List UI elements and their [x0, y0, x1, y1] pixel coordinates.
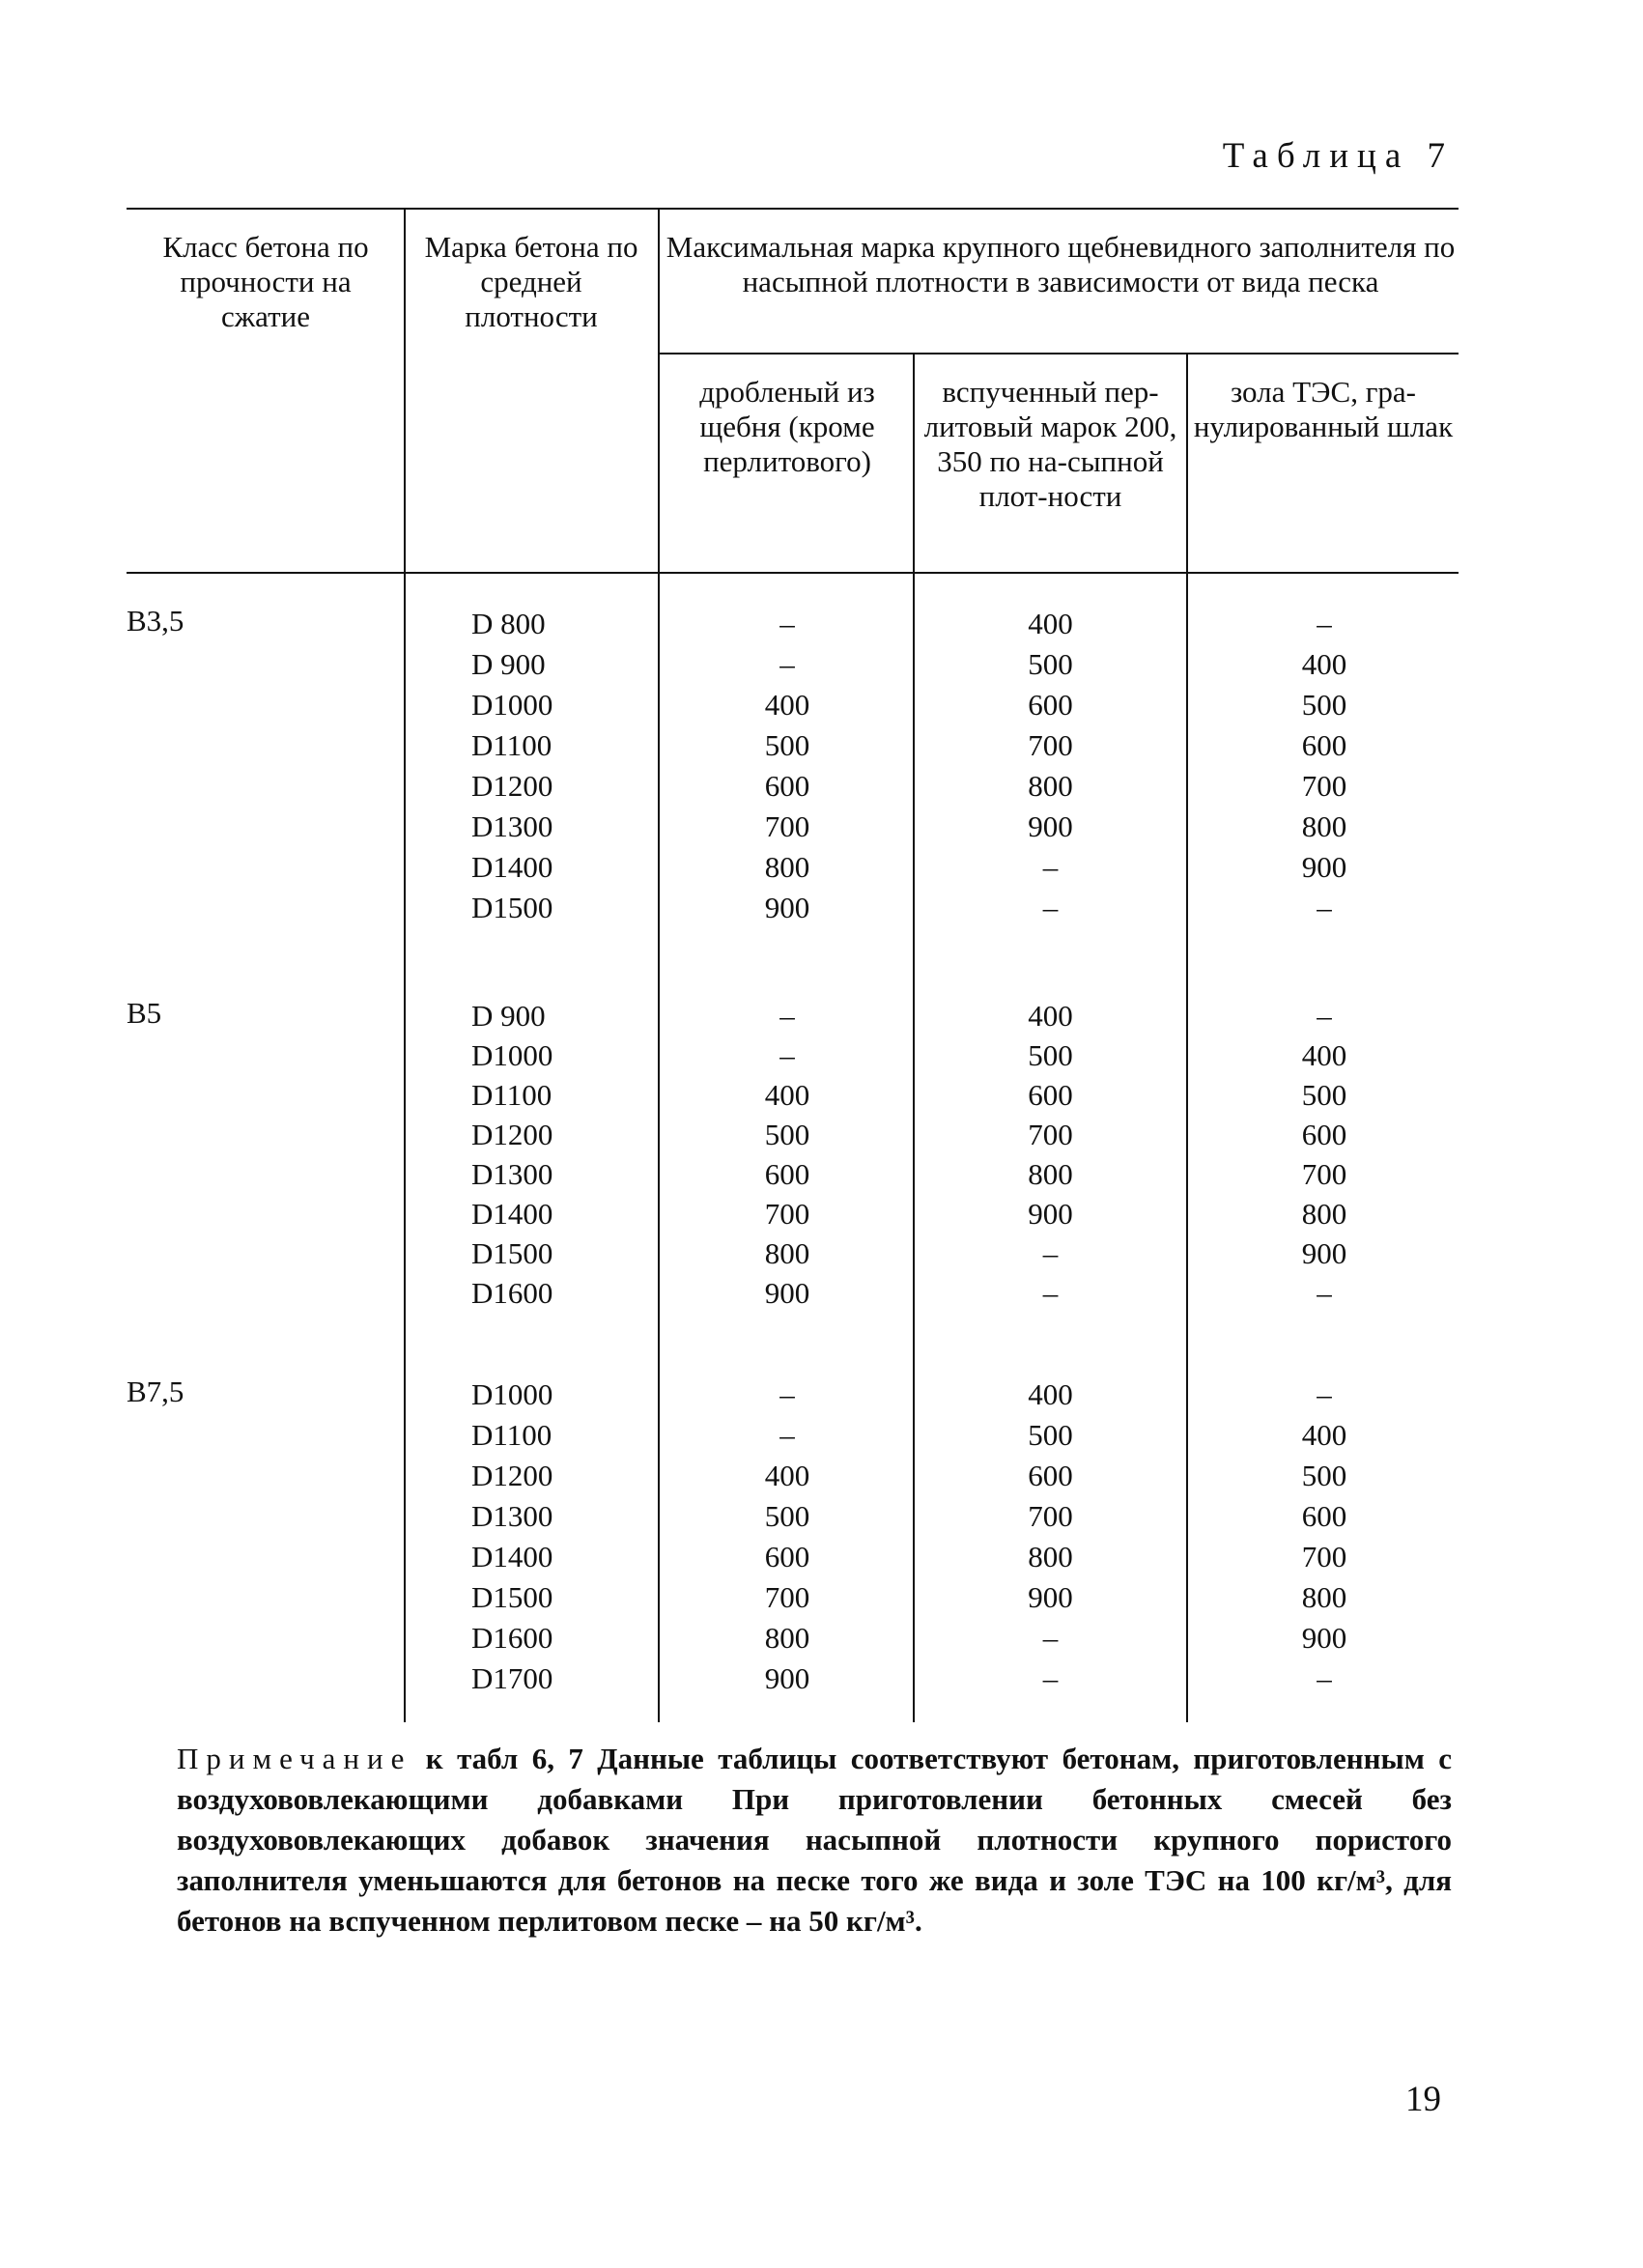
header-sub-ash: зола ТЭС, гра-нулированный шлак [1193, 375, 1454, 443]
ash-cell: 700 [1301, 1157, 1347, 1191]
mark-cell: D1400 [471, 1197, 553, 1231]
mark-cell: D1700 [471, 1661, 553, 1695]
mark-cell: D1200 [471, 769, 553, 803]
ash-cell: 700 [1301, 1540, 1347, 1573]
perlite-cell: 900 [1028, 1580, 1073, 1614]
header-sub-crushed: дробленый из щебня (кроме перлитового) [699, 375, 875, 478]
crushed-cell: 400 [764, 688, 810, 722]
table-top-rule [127, 208, 1459, 210]
perlite-cell: – [1042, 1276, 1059, 1310]
perlite-cell: 400 [1028, 999, 1073, 1033]
column-divider-1 [404, 208, 406, 1722]
crushed-cell: 900 [764, 1276, 810, 1310]
class-label: В5 [127, 996, 162, 1030]
ash-cell: 400 [1301, 1418, 1347, 1452]
ash-cell: 600 [1301, 1118, 1347, 1151]
ash-cell: – [1317, 999, 1332, 1033]
perlite-cell: – [1042, 1236, 1059, 1270]
perlite-cell: 400 [1028, 607, 1073, 640]
ash-cell: – [1317, 607, 1332, 640]
perlite-cell: 500 [1028, 647, 1073, 681]
crushed-cell: – [779, 1418, 795, 1452]
crushed-cell: 800 [764, 850, 810, 884]
crushed-cell: 900 [764, 1661, 810, 1695]
perlite-cell: 500 [1028, 1418, 1073, 1452]
crushed-cell: 600 [764, 1157, 810, 1191]
perlite-cell: – [1042, 891, 1059, 924]
crushed-cell: 800 [764, 1236, 810, 1270]
perlite-cell: 600 [1028, 688, 1073, 722]
note-lead: Примечание [177, 1742, 412, 1775]
mark-cell: D1300 [471, 1499, 553, 1533]
mark-cell: D1100 [471, 1078, 552, 1112]
class-label: В3,5 [127, 604, 184, 638]
mark-cell: D1000 [471, 688, 553, 722]
perlite-cell: 500 [1028, 1038, 1073, 1072]
ash-cell: – [1317, 1377, 1332, 1411]
mark-cell: D1600 [471, 1276, 553, 1310]
crushed-cell: – [779, 999, 795, 1033]
ash-cell: 500 [1301, 1459, 1347, 1492]
table-subheader-rule [660, 353, 1459, 354]
header-sub-perlite: вспученный пер-литовый марок 200, 350 по на-сыпной плот-ности [923, 375, 1177, 513]
perlite-cell: 600 [1028, 1078, 1073, 1112]
crushed-cell: 500 [764, 728, 810, 762]
crushed-cell: – [779, 1038, 795, 1072]
crushed-cell: 500 [764, 1499, 810, 1533]
perlite-cell: – [1042, 850, 1059, 884]
note-text: к табл 6, 7 Данные таблицы соответствуют бетонам, приготовленным с воздухововлекающими добавками При приготовлении бетонных смесей без воздухововлекающих добавок значения насыпной плотности крупного пористого заполнителя уменьшаются для бетонов на песке того же вида и золе ТЭС на 100 кг/м³, для бетонов на вспученном перлитовом песке – на 50 кг/м³. [177, 1742, 1453, 1938]
mark-cell: D1100 [471, 1418, 552, 1452]
crushed-cell: – [779, 607, 795, 640]
crushed-cell: 600 [764, 769, 810, 803]
mark-cell: D1400 [471, 850, 553, 884]
perlite-cell: 400 [1028, 1377, 1073, 1411]
mark-cell: D1000 [471, 1377, 553, 1411]
perlite-cell: 800 [1028, 1157, 1073, 1191]
perlite-cell: – [1042, 1661, 1059, 1695]
table-note [177, 1739, 1452, 1942]
mark-cell: D1000 [471, 1038, 553, 1072]
perlite-cell: – [1042, 1621, 1059, 1655]
page-number: 19 [1405, 2080, 1441, 2119]
perlite-cell: 700 [1028, 728, 1073, 762]
perlite-cell: 700 [1028, 1118, 1073, 1151]
ash-cell: 900 [1301, 1621, 1347, 1655]
mark-cell: D1500 [471, 1236, 553, 1270]
mark-cell: D 900 [471, 999, 546, 1033]
crushed-cell: – [779, 1377, 795, 1411]
mark-cell: D1300 [471, 1157, 553, 1191]
crushed-cell: 700 [764, 1580, 810, 1614]
class-label: В7,5 [127, 1375, 184, 1408]
table-header-bottom-rule [127, 572, 1459, 574]
header-mark: Марка бетона по средней плотности [424, 230, 638, 333]
mark-cell: D1400 [471, 1540, 553, 1573]
perlite-cell: 700 [1028, 1499, 1073, 1533]
crushed-cell: 900 [764, 891, 810, 924]
crushed-cell: 600 [764, 1540, 810, 1573]
ash-cell: 600 [1301, 1499, 1347, 1533]
mark-cell: D1500 [471, 891, 553, 924]
ash-cell: 800 [1301, 1580, 1347, 1614]
mark-cell: D 900 [471, 647, 546, 681]
mark-cell: D 800 [471, 607, 546, 640]
ash-cell: 500 [1301, 688, 1347, 722]
crushed-cell: – [779, 647, 795, 681]
mark-cell: D1100 [471, 728, 552, 762]
ash-cell: 800 [1301, 1197, 1347, 1231]
perlite-cell: 600 [1028, 1459, 1073, 1492]
ash-cell: – [1317, 1661, 1332, 1695]
header-group: Максимальная марка крупного щебневидного заполнителя по насыпной плотности в зависимости от вида песка [666, 230, 1456, 298]
ash-cell: – [1317, 891, 1332, 924]
mark-cell: D1200 [471, 1118, 553, 1151]
column-divider-2 [658, 208, 660, 1722]
ash-cell: – [1317, 1276, 1332, 1310]
mark-cell: D1200 [471, 1459, 553, 1492]
crushed-cell: 800 [764, 1621, 810, 1655]
ash-cell: 600 [1301, 728, 1347, 762]
perlite-cell: 900 [1028, 1197, 1073, 1231]
crushed-cell: 400 [764, 1078, 810, 1112]
ash-cell: 400 [1301, 647, 1347, 681]
column-divider-3 [913, 353, 915, 1722]
column-divider-4 [1186, 353, 1188, 1722]
ash-cell: 800 [1301, 809, 1347, 843]
ash-cell: 700 [1301, 769, 1347, 803]
ash-cell: 900 [1301, 1236, 1347, 1270]
ash-cell: 500 [1301, 1078, 1347, 1112]
mark-cell: D1600 [471, 1621, 553, 1655]
crushed-cell: 500 [764, 1118, 810, 1151]
mark-cell: D1500 [471, 1580, 553, 1614]
perlite-cell: 900 [1028, 809, 1073, 843]
ash-cell: 900 [1301, 850, 1347, 884]
table-title: Таблица 7 [1222, 136, 1454, 176]
crushed-cell: 700 [764, 809, 810, 843]
perlite-cell: 800 [1028, 1540, 1073, 1573]
ash-cell: 400 [1301, 1038, 1347, 1072]
header-class: Класс бетона по прочности на сжатие [162, 230, 369, 333]
perlite-cell: 800 [1028, 769, 1073, 803]
mark-cell: D1300 [471, 809, 553, 843]
crushed-cell: 400 [764, 1459, 810, 1492]
crushed-cell: 700 [764, 1197, 810, 1231]
